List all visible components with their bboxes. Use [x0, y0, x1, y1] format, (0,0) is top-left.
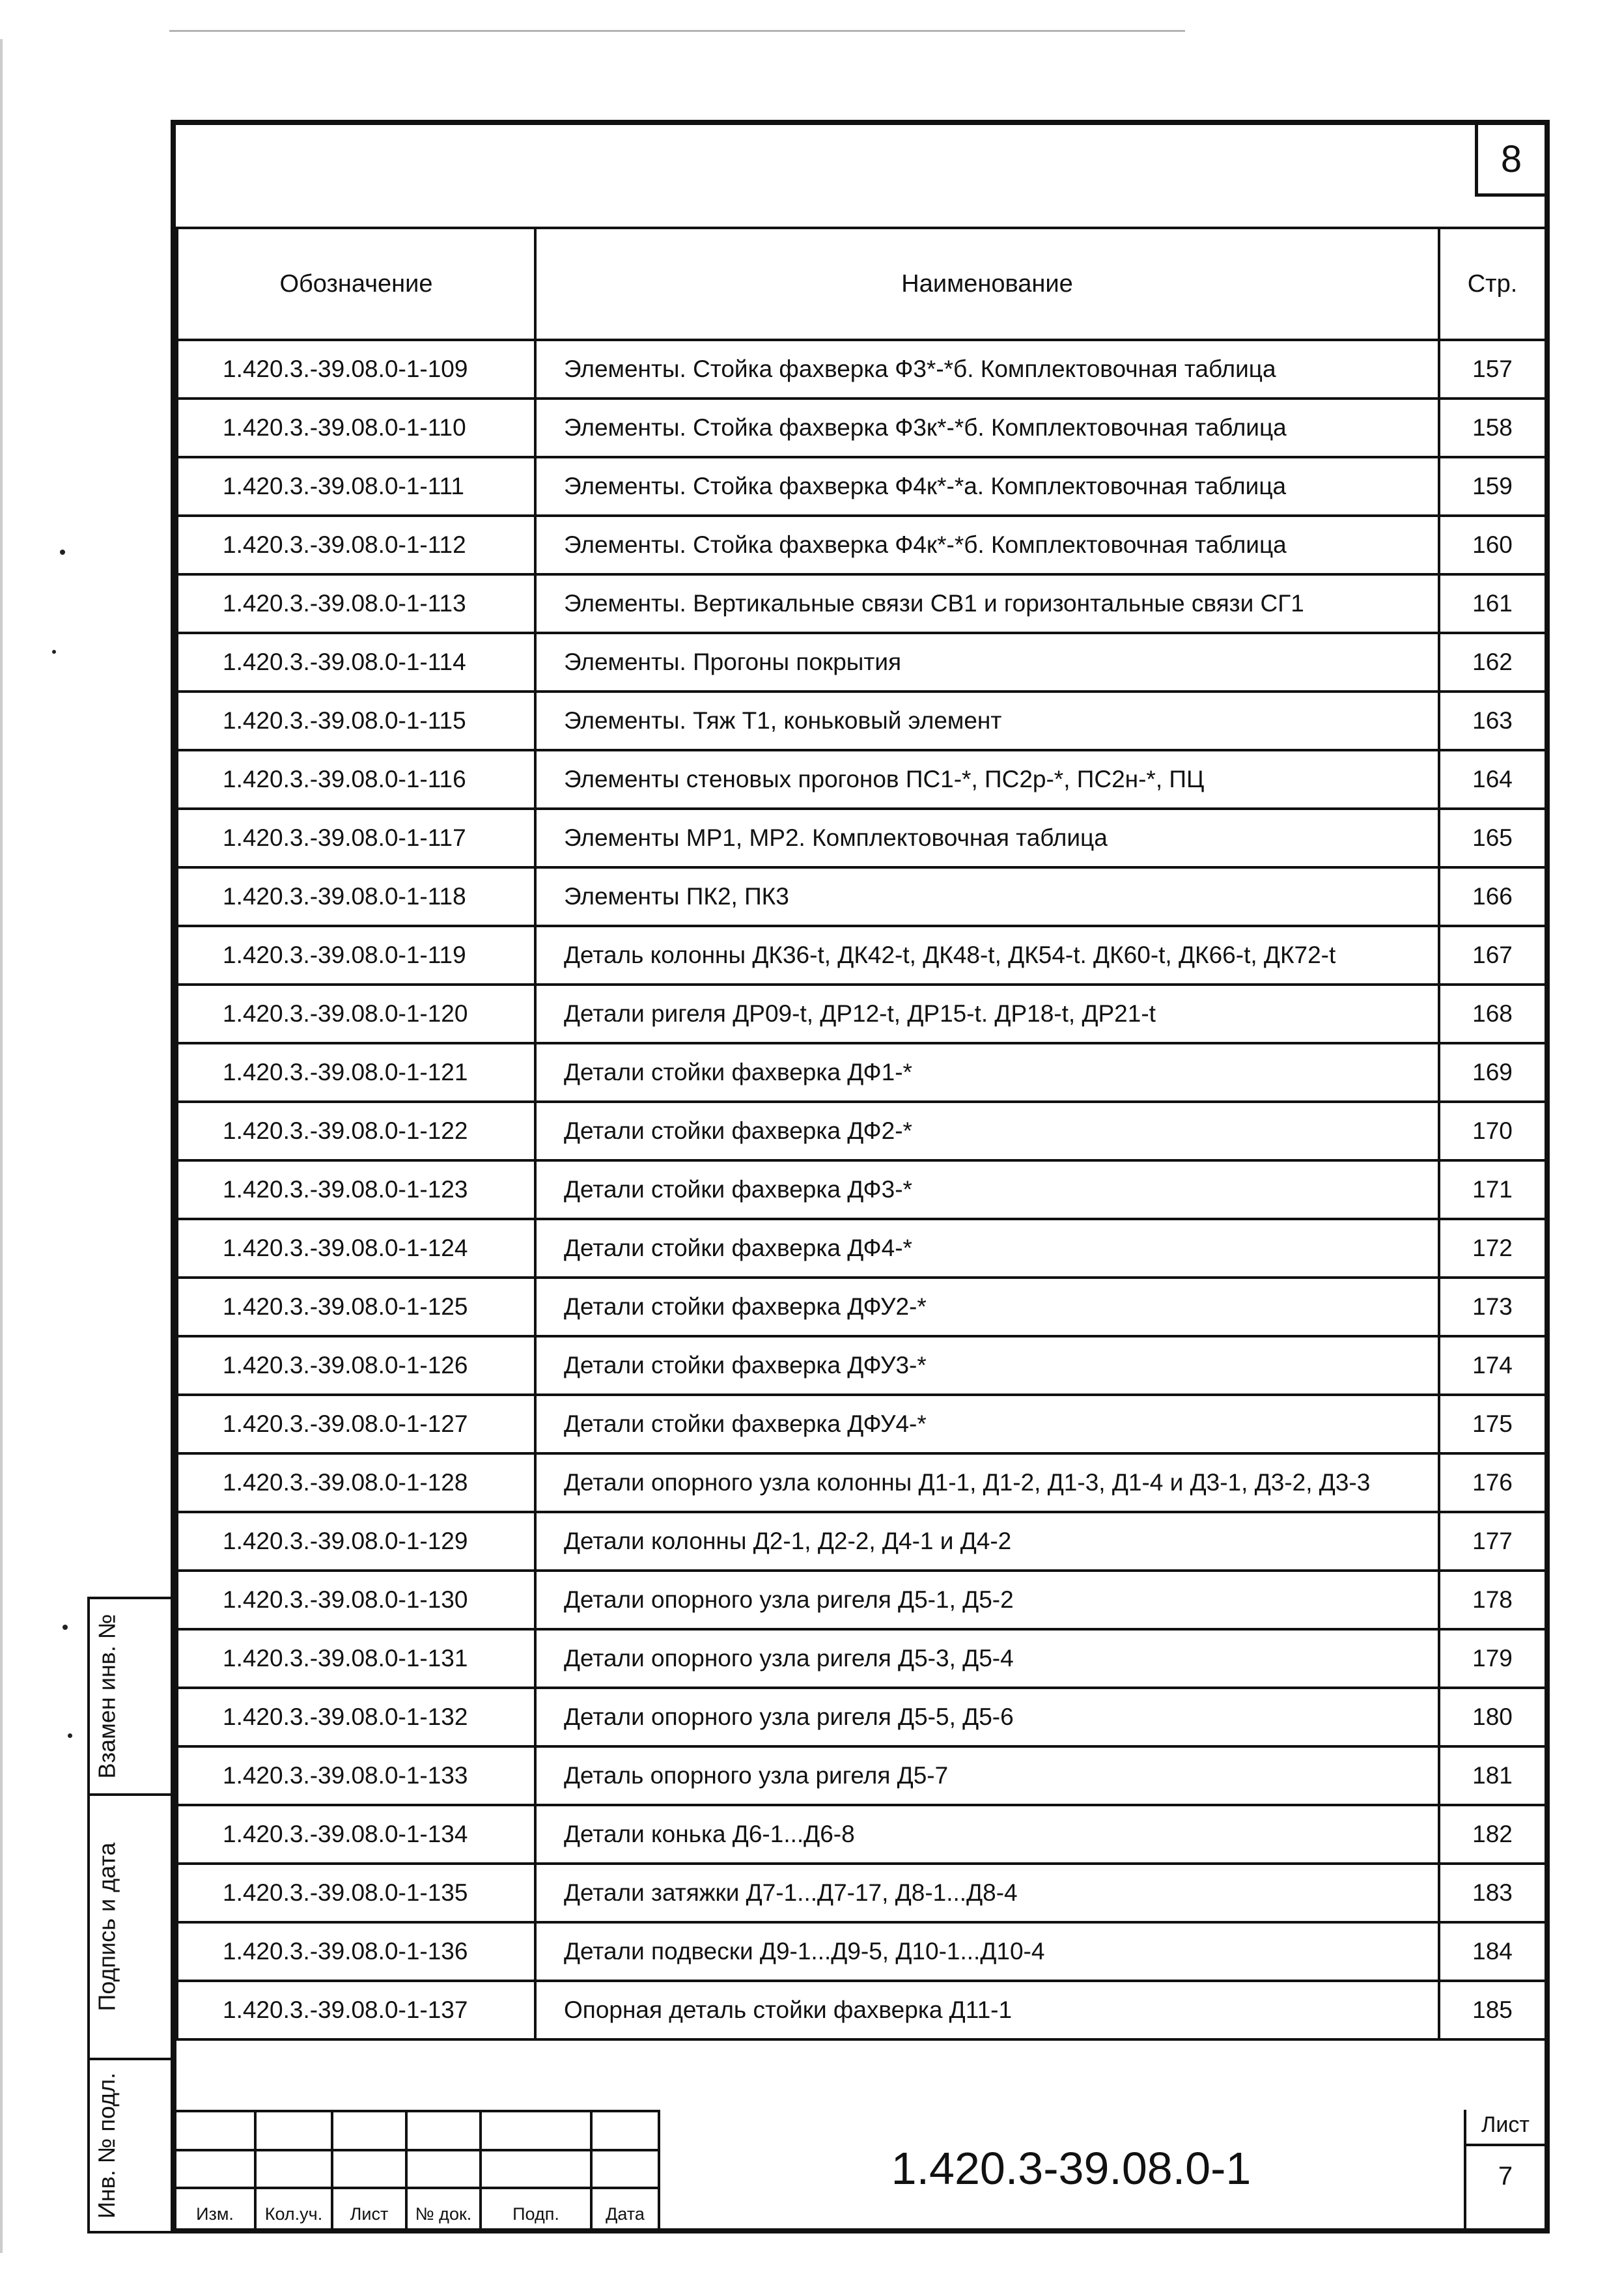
sheet-divider: [1466, 2144, 1547, 2146]
table-row: [177, 1278, 1546, 1336]
side-stamp: [87, 1597, 176, 2233]
cell-code: 1.420.3.-39.08.0-1-117: [177, 809, 535, 867]
grid-line: [658, 2110, 660, 2228]
cell-code: 1.420.3.-39.08.0-1-125: [177, 1278, 535, 1336]
cell-name: Деталь опорного узла ригеля Д5-7: [535, 1746, 1439, 1805]
table-row: [177, 809, 1546, 867]
cell-name: Детали опорного узла колонны Д1-1, Д1-2, Д1-3, Д1-4 и Д3-1, Д3-2, Д3-3: [535, 1453, 1439, 1512]
cell-name: Детали стойки фахверка ДФ4-*: [535, 1219, 1439, 1278]
cell-name: Детали ригеля ДР09-t, ДР12-t, ДР15-t. ДР18-t, ДР21-t: [535, 985, 1439, 1043]
sign-date-label: Подпись и дата: [93, 1842, 120, 2011]
document-code: 1.420.3-39.08.0-1: [891, 2143, 1251, 2194]
cell-name: Детали стойки фахверка ДФУ2-*: [535, 1278, 1439, 1336]
scan-dot: [52, 650, 56, 654]
col-podp: Подп.: [512, 2204, 559, 2224]
cell-page: 169: [1439, 1043, 1546, 1102]
cell-code: 1.420.3.-39.08.0-1-114: [177, 633, 535, 692]
cell-name: Детали стойки фахверка ДФ3-*: [535, 1160, 1439, 1219]
cell-name: Детали опорного узла ригеля Д5-5, Д5-6: [535, 1688, 1439, 1746]
cell-code: 1.420.3.-39.08.0-1-123: [177, 1160, 535, 1219]
sign-date-label-box: [87, 1793, 126, 2060]
table-header-row: [177, 228, 1546, 340]
revision-grid: [176, 2110, 658, 2228]
cell-page: 184: [1439, 1922, 1546, 1981]
cell-code: 1.420.3.-39.08.0-1-134: [177, 1805, 535, 1864]
cell-page: 164: [1439, 750, 1546, 809]
table-body: [177, 340, 1546, 2039]
table-row: [177, 1453, 1546, 1512]
cell-code: 1.420.3.-39.08.0-1-133: [177, 1746, 535, 1805]
scan-artifact-top: [169, 30, 1185, 32]
cell-name: Деталь колонны ДК36-t, ДК42-t, ДК48-t, ДК54-t. ДК60-t, ДК66-t, ДК72-t: [535, 926, 1439, 985]
table-row: [177, 1688, 1546, 1746]
table-row: [177, 1805, 1546, 1864]
table-row: [177, 867, 1546, 926]
cell-name: Детали стойки фахверка ДФУ3-*: [535, 1336, 1439, 1395]
cell-code: 1.420.3.-39.08.0-1-116: [177, 750, 535, 809]
cell-page: 177: [1439, 1512, 1546, 1571]
cell-code: 1.420.3.-39.08.0-1-124: [177, 1219, 535, 1278]
scan-dot: [60, 550, 65, 555]
cell-page: 168: [1439, 985, 1546, 1043]
scan-dot: [63, 1625, 68, 1630]
cell-page: 167: [1439, 926, 1546, 985]
table-row: [177, 1922, 1546, 1981]
table-row: [177, 1219, 1546, 1278]
cell-page: 163: [1439, 692, 1546, 750]
cell-name: Детали опорного узла ригеля Д5-3, Д5-4: [535, 1629, 1439, 1688]
scan-artifact-left: [0, 39, 3, 2253]
cell-name: Детали конька Д6-1...Д6-8: [535, 1805, 1439, 1864]
inv-orig-label: Инв. № подл.: [93, 2072, 120, 2219]
header-name: Наименование: [535, 228, 1439, 340]
cell-page: 166: [1439, 867, 1546, 926]
cell-code: 1.420.3.-39.08.0-1-112: [177, 516, 535, 574]
sheet-number: 8: [1500, 138, 1522, 180]
cell-code: 1.420.3.-39.08.0-1-128: [177, 1453, 535, 1512]
table-row: [177, 1629, 1546, 1688]
cell-page: 157: [1439, 340, 1546, 399]
cell-name: Детали затяжки Д7-1...Д7-17, Д8-1...Д8-4: [535, 1864, 1439, 1922]
table-row: [177, 750, 1546, 809]
cell-page: 179: [1439, 1629, 1546, 1688]
table-row: [177, 1512, 1546, 1571]
cell-name: Элементы. Вертикальные связи СВ1 и горизонтальные связи СГ1: [535, 574, 1439, 633]
col-doc-no: № док.: [415, 2204, 472, 2224]
cell-page: 174: [1439, 1336, 1546, 1395]
cell-name: Элементы МР1, МР2. Комплектовочная таблица: [535, 809, 1439, 867]
cell-name: Элементы. Стойка фахверка Ф4к*-*б. Комплектовочная таблица: [535, 516, 1439, 574]
cell-code: 1.420.3.-39.08.0-1-111: [177, 457, 535, 516]
cell-name: Детали стойки фахверка ДФ2-*: [535, 1102, 1439, 1160]
table-row: [177, 1336, 1546, 1395]
cell-name: Элементы ПК2, ПК3: [535, 867, 1439, 926]
cell-page: 183: [1439, 1864, 1546, 1922]
cell-page: 161: [1439, 574, 1546, 633]
cell-code: 1.420.3.-39.08.0-1-129: [177, 1512, 535, 1571]
header-page: Стр.: [1439, 228, 1546, 340]
col-kol-uch: Кол.уч.: [264, 2204, 323, 2224]
cell-name: Элементы. Стойка фахверка Ф3к*-*б. Комплектовочная таблица: [535, 399, 1439, 457]
sheet-label: Лист: [1481, 2112, 1530, 2137]
cell-code: 1.420.3.-39.08.0-1-127: [177, 1395, 535, 1453]
table-row: [177, 1160, 1546, 1219]
cell-page: 171: [1439, 1160, 1546, 1219]
inv-orig-label-box: [87, 2058, 126, 2233]
cell-page: 173: [1439, 1278, 1546, 1336]
cell-name: Элементы стеновых прогонов ПС1-*, ПС2р-*, ПС2н-*, ПЦ: [535, 750, 1439, 809]
col-list: Лист: [350, 2204, 389, 2224]
scan-dot: [68, 1733, 72, 1738]
cell-code: 1.420.3.-39.08.0-1-137: [177, 1981, 535, 2039]
table-row: [177, 1395, 1546, 1453]
cell-code: 1.420.3.-39.08.0-1-122: [177, 1102, 535, 1160]
grid-line: [176, 2187, 658, 2189]
contents-table: [176, 227, 1547, 2041]
table-row: [177, 516, 1546, 574]
sheet-number-box: [1475, 125, 1545, 197]
table-row: [177, 1571, 1546, 1629]
table-row: [177, 1864, 1546, 1922]
grid-line: [176, 2110, 658, 2112]
col-izm: Изм.: [196, 2204, 234, 2224]
cell-page: 162: [1439, 633, 1546, 692]
table-row: [177, 1981, 1546, 2039]
table-row: [177, 399, 1546, 457]
cell-page: 158: [1439, 399, 1546, 457]
cell-page: 182: [1439, 1805, 1546, 1864]
cell-code: 1.420.3.-39.08.0-1-120: [177, 985, 535, 1043]
cell-page: 160: [1439, 516, 1546, 574]
cell-code: 1.420.3.-39.08.0-1-121: [177, 1043, 535, 1102]
cell-page: 180: [1439, 1688, 1546, 1746]
table-row: [177, 985, 1546, 1043]
cell-name: Элементы. Стойка фахверка Ф4к*-*а. Комплектовочная таблица: [535, 457, 1439, 516]
col-data: Дата: [606, 2204, 645, 2224]
cell-name: Детали колонны Д2-1, Д2-2, Д4-1 и Д4-2: [535, 1512, 1439, 1571]
table-row: [177, 1746, 1546, 1805]
cell-page: 175: [1439, 1395, 1546, 1453]
cell-code: 1.420.3.-39.08.0-1-119: [177, 926, 535, 985]
table-row: [177, 340, 1546, 399]
cell-code: 1.420.3.-39.08.0-1-115: [177, 692, 535, 750]
cell-name: Элементы. Стойка фахверка Ф3*-*б. Комплектовочная таблица: [535, 340, 1439, 399]
cell-page: 185: [1439, 1981, 1546, 2039]
cell-name: Опорная деталь стойки фахверка Д11-1: [535, 1981, 1439, 2039]
cell-name: Детали опорного узла ригеля Д5-1, Д5-2: [535, 1571, 1439, 1629]
replace-inv-label-box: [87, 1597, 126, 1796]
table-row: [177, 1043, 1546, 1102]
header-code: Обозначение: [177, 228, 535, 340]
cell-name: Элементы. Тяж Т1, коньковый элемент: [535, 692, 1439, 750]
cell-code: 1.420.3.-39.08.0-1-118: [177, 867, 535, 926]
cell-name: Детали стойки фахверка ДФУ4-*: [535, 1395, 1439, 1453]
cell-code: 1.420.3.-39.08.0-1-135: [177, 1864, 535, 1922]
cell-page: 176: [1439, 1453, 1546, 1512]
cell-code: 1.420.3.-39.08.0-1-131: [177, 1629, 535, 1688]
cell-page: 181: [1439, 1746, 1546, 1805]
sheet-box: [1464, 2110, 1545, 2228]
cell-code: 1.420.3.-39.08.0-1-109: [177, 340, 535, 399]
cell-code: 1.420.3.-39.08.0-1-130: [177, 1571, 535, 1629]
cell-page: 170: [1439, 1102, 1546, 1160]
replace-inv-label: Взамен инв. №: [93, 1614, 120, 1779]
cell-code: 1.420.3.-39.08.0-1-136: [177, 1922, 535, 1981]
cell-name: Детали подвески Д9-1...Д9-5, Д10-1...Д10-4: [535, 1922, 1439, 1981]
table-row: [177, 692, 1546, 750]
cell-code: 1.420.3.-39.08.0-1-110: [177, 399, 535, 457]
table-row: [177, 1102, 1546, 1160]
cell-name: Элементы. Прогоны покрытия: [535, 633, 1439, 692]
sheet-value: 7: [1498, 2162, 1513, 2191]
cell-code: 1.420.3.-39.08.0-1-132: [177, 1688, 535, 1746]
cell-code: 1.420.3.-39.08.0-1-113: [177, 574, 535, 633]
cell-page: 159: [1439, 457, 1546, 516]
table-row: [177, 926, 1546, 985]
title-block: [176, 2110, 1545, 2228]
cell-code: 1.420.3.-39.08.0-1-126: [177, 1336, 535, 1395]
grid-line: [176, 2149, 658, 2151]
cell-name: Детали стойки фахверка ДФ1-*: [535, 1043, 1439, 1102]
table-row: [177, 457, 1546, 516]
cell-page: 172: [1439, 1219, 1546, 1278]
cell-page: 165: [1439, 809, 1546, 867]
table-row: [177, 574, 1546, 633]
table-row: [177, 633, 1546, 692]
cell-page: 178: [1439, 1571, 1546, 1629]
